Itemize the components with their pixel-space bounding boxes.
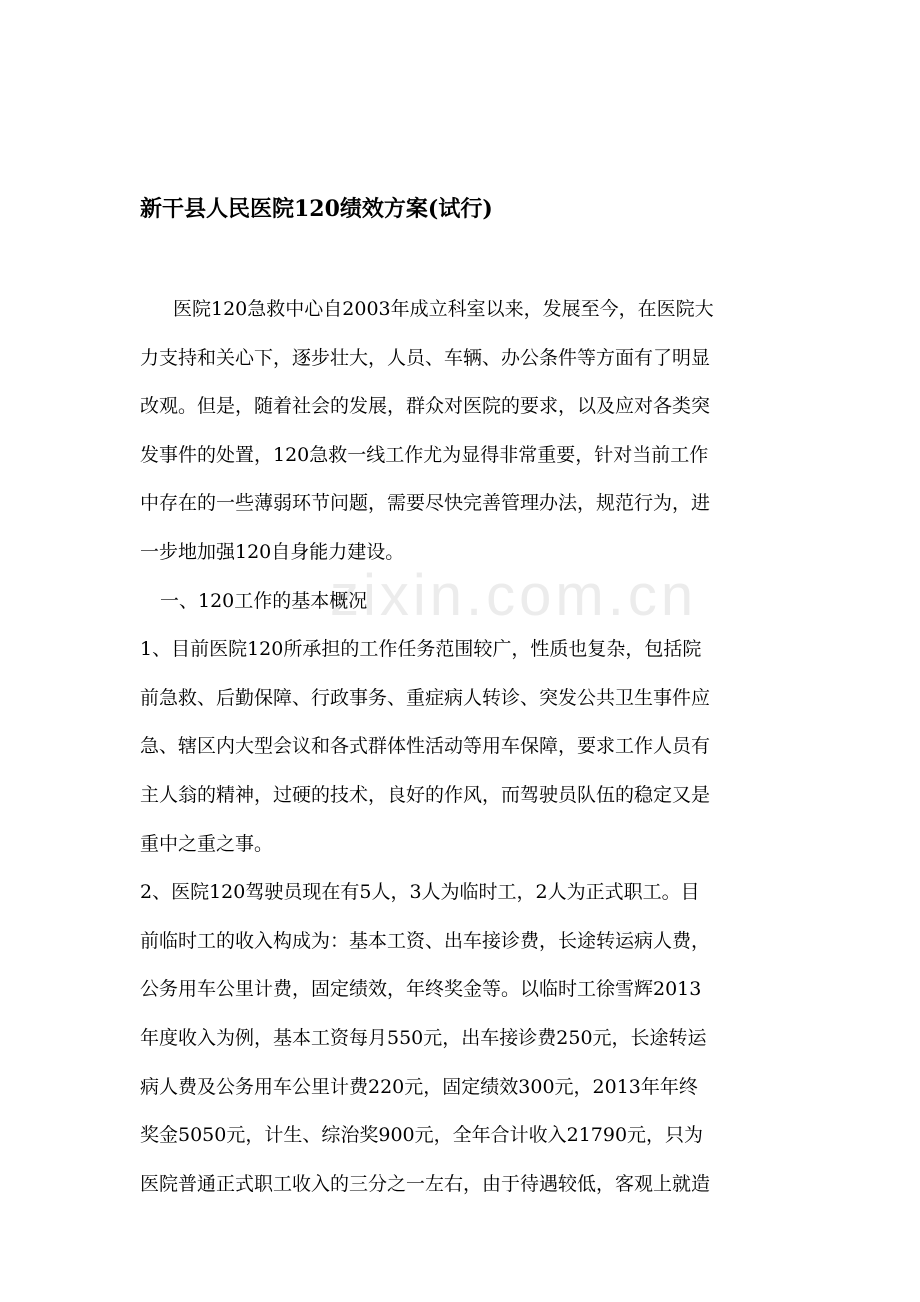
text-line: 重中之重之事。 — [140, 832, 274, 855]
text-line: 一步地加强120自身能力建设。 — [140, 540, 405, 563]
document-title: 新干县人民医院120绩效方案(试行) — [140, 196, 493, 222]
text-line: 2、医院120驾驶员现在有5人，3人为临时工，2人为正式职工。目 — [140, 881, 700, 904]
text-line: 主人翁的精神，过硬的技术，良好的作风，而驾驶员队伍的稳定又是 — [140, 783, 711, 806]
text-line: 前急救、后勤保障、行政事务、重症病人转诊、突发公共卫生事件应 — [140, 686, 711, 709]
text-line: 中存在的一些薄弱环节问题，需要尽快完善管理办法，规范行为，进 — [140, 492, 711, 515]
text-line: 年度收入为例，基本工资每月550元，出车接诊费250元，长途转运 — [140, 1026, 707, 1049]
text-line: 奖金5050元，计生、综治奖900元，全年合计收入21790元，只为 — [140, 1124, 704, 1147]
text-line: 医院120急救中心自2003年成立科室以来，发展至今，在医院大 — [173, 298, 714, 320]
text-line: 前临时工的收入构成为：基本工资、出车接诊费，长途转运病人费， — [140, 929, 711, 952]
text-line: 发事件的处置，120急救一线工作尤为显得非常重要，针对当前工作 — [140, 443, 709, 466]
document-body — [140, 285, 780, 1208]
text-line: 病人费及公务用车公里计费220元，固定绩效300元，2013年年终 — [140, 1075, 698, 1098]
text-line: 改观。但是，随着社会的发展，群众对医院的要求，以及应对各类突 — [140, 395, 711, 418]
text-line: 公务用车公里计费，固定绩效，年终奖金等。以临时工徐雪辉2013 — [140, 978, 702, 1001]
watermark: zixin.com.cn — [330, 563, 698, 628]
section-heading: 一、120工作的基本概况 — [160, 589, 368, 612]
text-line: 力支持和关心下，逐步壮大，人员、车辆、办公条件等方面有了明显 — [140, 346, 711, 369]
text-line: 1、目前医院120所承担的工作任务范围较广，性质也复杂，包括院 — [140, 638, 702, 661]
text-line: 急、辖区内大型会议和各式群体性活动等用车保障，要求工作人员有 — [140, 735, 711, 758]
text-line: 医院普通正式职工收入的三分之一左右，由于待遇较低，客观上就造 — [140, 1172, 711, 1195]
